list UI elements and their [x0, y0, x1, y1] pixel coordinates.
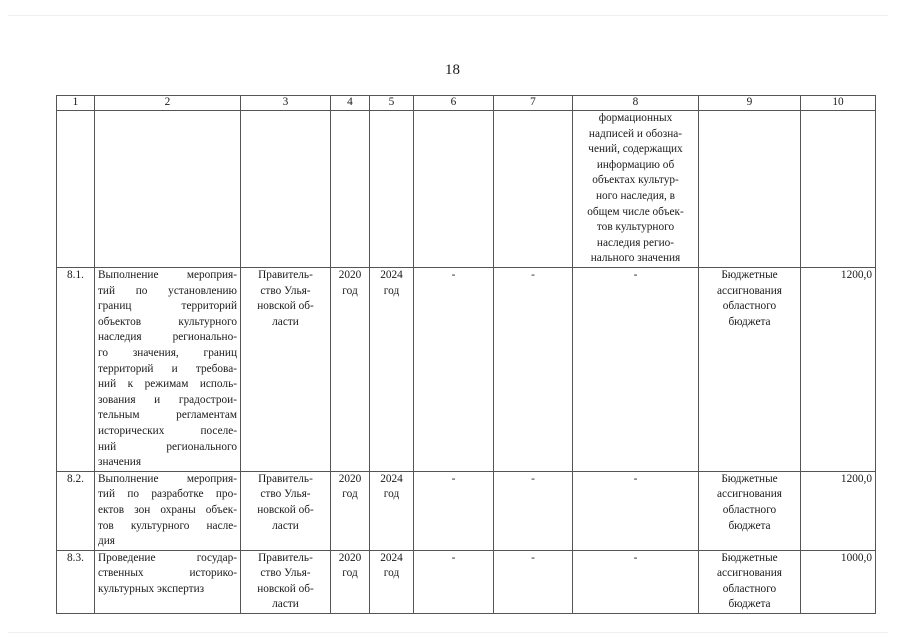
- cell-line: Выполнение мероприя-: [98, 269, 237, 281]
- cell-line: Выполнение мероприя-: [98, 472, 237, 485]
- cell-line: 2024: [380, 551, 403, 564]
- cell-line: информацию об: [596, 158, 675, 171]
- cell-line: Правитель-: [258, 269, 313, 281]
- cell-line: год: [383, 488, 400, 501]
- cell-line: ассигнования: [717, 567, 782, 580]
- cell-line: объектах культур-: [592, 174, 679, 187]
- col-header: 4: [331, 96, 370, 111]
- row-amount: 1200,0: [801, 471, 876, 550]
- col-header: 1: [57, 96, 95, 111]
- cell-line: областного: [722, 582, 777, 595]
- header-row: [57, 96, 876, 111]
- row-col6: -: [414, 550, 494, 613]
- cell-line: исторических поселе-: [98, 424, 237, 437]
- cell-line: надписей и обозна-: [588, 127, 683, 140]
- row-col7: -: [494, 268, 573, 472]
- continuation-row: [57, 111, 876, 268]
- row-start-year: [331, 471, 370, 550]
- cell-line: ного наследия, в: [595, 189, 676, 202]
- col-header: 10: [801, 96, 876, 111]
- cell-line: 2020: [338, 551, 362, 564]
- cell-line: ство Улья-: [260, 284, 311, 297]
- col-header: 3: [241, 96, 331, 111]
- row-funding-source: [699, 471, 801, 550]
- cell-line: год: [383, 284, 400, 297]
- row-col8: -: [573, 471, 699, 550]
- row-executor: [241, 471, 331, 550]
- row-number: 8.1.: [57, 268, 95, 472]
- cell-line: 2024: [380, 269, 403, 281]
- cell-line: ласти: [272, 315, 299, 328]
- row-col7: -: [494, 471, 573, 550]
- row-col8: -: [573, 268, 699, 472]
- row-col6: -: [414, 268, 494, 472]
- cell-line: границ территорий: [98, 300, 237, 313]
- table-row: [57, 471, 876, 550]
- cell-line: новской об-: [257, 503, 314, 516]
- row-executor: [241, 550, 331, 613]
- cell-line: областного: [722, 503, 777, 516]
- row-number: 8.2.: [57, 471, 95, 550]
- cell-line: ний регионального: [98, 440, 237, 453]
- row-amount: 1200,0: [801, 268, 876, 472]
- row-end-year: [370, 550, 414, 613]
- col-header: 7: [494, 96, 573, 111]
- cell-line: ство Улья-: [260, 567, 311, 580]
- cell-line: ственных историко-: [98, 567, 237, 580]
- cell-line: тий по установлению: [98, 284, 237, 297]
- table-row: [57, 268, 876, 472]
- cell-line: Проведение государ-: [98, 551, 237, 564]
- cell-line: ассигнования: [717, 284, 782, 297]
- cell-line: тельным регламентам: [98, 409, 237, 422]
- cell-line: ласти: [272, 519, 299, 532]
- cell-line: го значения, границ: [98, 346, 237, 359]
- row-col8: -: [573, 550, 699, 613]
- cell-line: 2020: [338, 472, 362, 485]
- cell-line: формационных: [598, 112, 673, 124]
- col-header: 5: [370, 96, 414, 111]
- cell-line: наследия регио-: [596, 236, 675, 249]
- row-amount: 1000,0: [801, 550, 876, 613]
- cell-line: Бюджетные: [721, 269, 778, 281]
- cell-line: Бюджетные: [721, 472, 778, 485]
- cell-line: год: [383, 567, 400, 580]
- cell-line: областного: [722, 300, 777, 313]
- cell-line: бюджета: [728, 315, 771, 328]
- row-start-year: [331, 550, 370, 613]
- row-funding-source: [699, 550, 801, 613]
- col-header: 6: [414, 96, 494, 111]
- cell-line: культурных экспертиз: [98, 582, 205, 595]
- col-header: 2: [95, 96, 241, 111]
- cell-line: ассигнования: [717, 488, 782, 501]
- cell-line: тов культурного насле-: [98, 519, 237, 532]
- row-executor: [241, 268, 331, 472]
- cell-line: 2020: [338, 269, 362, 281]
- row-description: [95, 268, 241, 472]
- cell-line: ний к режимам исполь-: [98, 378, 237, 391]
- row-number: 8.3.: [57, 550, 95, 613]
- table-row: [57, 550, 876, 613]
- cell-line: Бюджетные: [721, 551, 778, 564]
- cell-line: год: [342, 488, 358, 501]
- continuation-text: [573, 111, 699, 268]
- col-header: 8: [573, 96, 699, 111]
- row-start-year: [331, 268, 370, 472]
- cell-line: территорий и требова-: [98, 362, 237, 375]
- scan-edge-top: [8, 15, 888, 16]
- cell-line: ектов зон охраны объек-: [98, 503, 237, 516]
- cell-line: наследия регионально-: [98, 331, 237, 344]
- cell-line: бюджета: [728, 519, 771, 532]
- cell-line: Правитель-: [258, 472, 313, 485]
- row-funding-source: [699, 268, 801, 472]
- cell-line: общем числе объек-: [587, 205, 684, 218]
- cell-line: ство Улья-: [260, 488, 311, 501]
- row-col7: -: [494, 550, 573, 613]
- col-header: 9: [699, 96, 801, 111]
- row-description: [95, 550, 241, 613]
- cell-line: год: [342, 567, 358, 580]
- cell-line: объектов культурного: [98, 315, 237, 328]
- cell-line: новской об-: [257, 300, 314, 313]
- cell-line: бюджета: [728, 598, 771, 611]
- cell-line: год: [342, 284, 358, 297]
- row-end-year: [370, 268, 414, 472]
- page-number: 18: [445, 62, 460, 78]
- cell-line: значения: [98, 456, 142, 469]
- cell-line: зования и градострои-: [98, 393, 237, 406]
- cell-line: Правитель-: [258, 551, 313, 564]
- cell-line: чений, содержащих: [588, 143, 683, 156]
- row-col6: -: [414, 471, 494, 550]
- cell-line: 2024: [380, 472, 403, 485]
- row-description: [95, 471, 241, 550]
- cell-line: тов культурного: [596, 221, 675, 234]
- scan-edge-bottom: [8, 632, 888, 633]
- program-table: [56, 95, 876, 614]
- cell-line: ласти: [272, 598, 299, 611]
- row-end-year: [370, 471, 414, 550]
- cell-line: дия: [98, 535, 115, 548]
- cell-line: тий по разработке про-: [98, 488, 237, 501]
- cell-line: новской об-: [257, 582, 314, 595]
- cell-line: нального значения: [590, 252, 681, 265]
